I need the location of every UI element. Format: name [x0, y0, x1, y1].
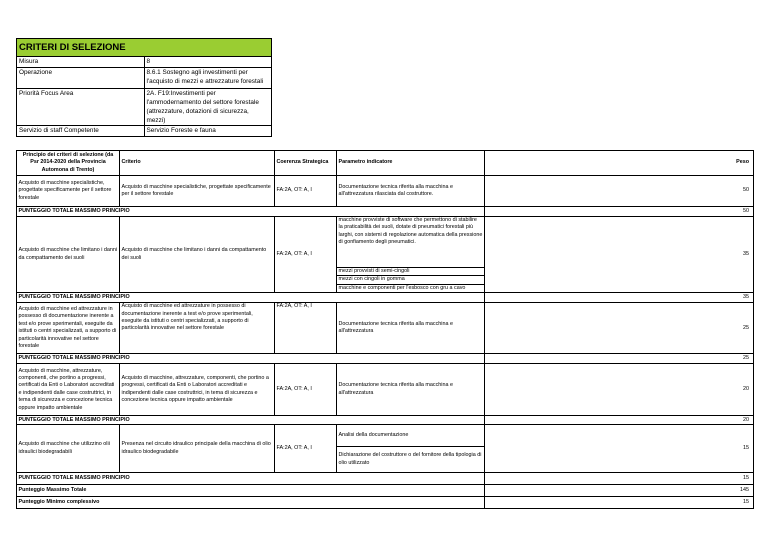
p2-weight: 35 — [485, 217, 754, 293]
p5-weight: 15 — [485, 425, 754, 473]
header-principle: Principio dei criteri di selezione (da Psr 2014-2020 della Provincia Automona di Trento) — [17, 151, 120, 176]
p2-sub-semi-cingoli: mezzi provvisti di semi-cingoli — [337, 268, 485, 276]
header-parameter: Parametro indicatore — [337, 151, 485, 176]
info-key-misura: Misura — [17, 57, 145, 68]
p2-sub-cingoli-gomma: mezzi con cingoli in gomma — [337, 276, 485, 284]
p1-coherence: FA:2A, OT: A, I — [275, 176, 337, 207]
info-table — [16, 38, 272, 137]
p1-parameter: Documentazione tecnica riferita alla macchina e all'attrezzatura rilasciata dal costruttore. — [337, 176, 485, 207]
info-value-misura: 8 — [144, 57, 272, 68]
p3-criterion: Acquisto di macchine ed attrezzature in possesso di documentazione inerente a test e/o prove sperimentali, eseguite da istituti o centri specializzati, a supporto di particolarità innovative nel settore forestale — [120, 303, 275, 354]
p4-parameter: Documentazione tecnica riferita alla macchina e all'attrezzatura — [337, 364, 485, 416]
header-coherence: Coerenza Strategica — [275, 151, 337, 176]
p2-criterion: Acquisto di macchine che limitano i danni da compattamento dei suoli — [120, 217, 275, 293]
p1-principle: Acquisto di macchine specialistiche, progettate specificamente per il settore forestale — [17, 176, 120, 207]
info-key-operazione: Operazione — [17, 68, 145, 89]
info-key-servizio: Servizio di staff Competente — [17, 126, 145, 137]
min-total-value: 15 — [485, 497, 754, 509]
p3-total-label: PUNTEGGIO TOTALE MASSIMO PRINCIPIO — [17, 354, 485, 364]
info-title: CRITERI DI SELEZIONE — [17, 39, 272, 57]
p5-criterion: Presenza nel circuito idraulico principale della macchina di olio idraulico biodegradabile — [120, 425, 275, 473]
info-value-operazione: 8.6.1 Sostegno agli investimenti per l'acquisto di mezzi e attrezzature forestali — [144, 68, 272, 89]
p4-principle: Acquisto di macchine, attrezzature, componenti, che portino a progressi, certificati da Enti o Laboratori accreditati e indipendenti dalle case costruttrici, in tema di sicurezza e concezione tecnica oppure impatto ambientale — [17, 364, 120, 416]
max-total-value: 145 — [485, 485, 754, 497]
p5-parameter-declaration: Dichiarazione del costruttore o del fornitore della tipologia di olio utilizzato — [337, 447, 485, 473]
p2-sub-gru-cavo: macchine e componenti per l'esbosco con gru a cavo — [337, 284, 485, 292]
p1-weight: 50 — [485, 176, 754, 207]
p2-parameter: macchine provviste di software che permettono di stabilire la praticabilità dei suoli, dotate di pneumatici forestali più larghi, con sistemi di regolazione automatica della pressione di gonfiamento degli pneumatici. — [337, 217, 485, 268]
p4-weight: 20 — [485, 364, 754, 416]
p3-principle: Acquisto di macchine ed attrezzature in possesso di documentazione inerente a test e/o prove sperimentali, eseguite da istituti o centri specializzati, a supporto di particolarità innovative nel settore forestale — [17, 303, 120, 354]
p5-total: 15 — [485, 473, 754, 485]
p5-total-label: PUNTEGGIO TOTALE MASSIMO PRINCIPIO — [17, 473, 485, 485]
p3-coherence: FA:2A, OT: A, I — [275, 303, 337, 354]
info-value-focus-area: 2A. F19:Investimenti per l'ammodernamento del settore forestale (attrezzature, dotazioni di sicurezza, mezzi) — [144, 89, 272, 126]
p4-coherence: FA:2A, OT: A, I — [275, 364, 337, 416]
min-total-label: Punteggio Minimo complessivo — [17, 497, 485, 509]
p2-principle: Acquisto di macchine che limitano i danni da compattamento dei suoli — [17, 217, 120, 293]
p3-weight: 25 — [485, 303, 754, 354]
p1-total-label: PUNTEGGIO TOTALE MASSIMO PRINCIPIO — [17, 207, 485, 217]
p2-total: 35 — [485, 293, 754, 303]
p4-total-label: PUNTEGGIO TOTALE MASSIMO PRINCIPIO — [17, 416, 485, 425]
p1-total: 50 — [485, 207, 754, 217]
criteria-table — [16, 150, 754, 509]
p3-total: 25 — [485, 354, 754, 364]
p2-total-label: PUNTEGGIO TOTALE MASSIMO PRINCIPIO — [17, 293, 485, 303]
info-key-focus-area: Priorità Focus Area — [17, 89, 145, 126]
p4-criterion: Acquisto di macchine, attrezzature, componenti, che portino a progressi, certificati da Enti o Laboratori accreditati e indipendenti dalle case costruttrici, in tema di sicurezza e concezione tecnica oppure impatto ambientale — [120, 364, 275, 416]
max-total-label: Punteggio Massimo Totale — [17, 485, 485, 497]
p5-coherence: FA:2A, OT: A, I — [275, 425, 337, 473]
header-weight: Peso — [485, 151, 754, 176]
p3-parameter: Documentazione tecnica riferita alla macchina e all'attrezzatura — [337, 303, 485, 354]
p2-coherence: FA:2A, OT: A, I — [275, 217, 337, 293]
p4-total: 20 — [485, 416, 754, 425]
p5-parameter-analysis: Analisi della documentazione — [337, 425, 485, 447]
info-value-servizio: Servizio Foreste e fauna — [144, 126, 272, 137]
p5-principle: Acquisto di macchine che utilizzino olii idraulici biodegradabili — [17, 425, 120, 473]
p1-criterion: Acquisto di macchine specialistiche, progettate specificamente per il settore forestale — [120, 176, 275, 207]
header-criterion: Criterio — [120, 151, 275, 176]
